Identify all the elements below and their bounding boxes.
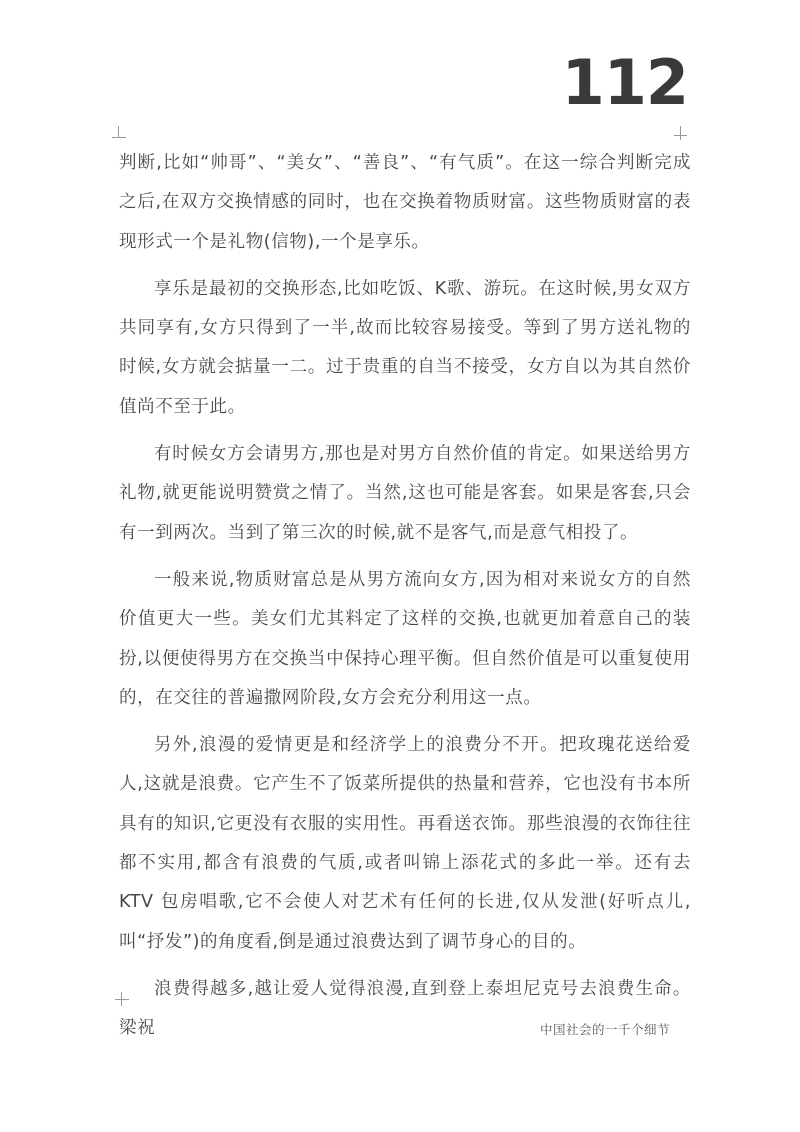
paragraph: 浪费得越多,越让爱人觉得浪漫,直到登上泰坦尼克号去浪费生命。梁祝 [119,978,691,1039]
paragraph: 享乐是最初的交换形态,比如吃饭、K歌、游玩。在这时候,男女双方共同享有,女方只得到了一半,故而比较容易接受。等到了男方送礼物的时候,女方就会掂量一二。过于贵重的自当不接受，女方自以为其自然价值尚不至于此。 [119,278,691,417]
paragraph: 另外,浪漫的爱情更是和经济学上的浪费分不开。把玫瑰花送给爱人,这就是浪费。它产生不了饭菜所提供的热量和营养，它也没有书本所具有的知识,它更没有衣服的实用性。再看送衣饰。那些浪漫的衣饰往往都不实用,都含有浪费的气质,或者叫锦上添花式的多此一举。还有去 KTV 包房唱歌,它不会使人对艺术有任何的长进,仅从发泄(好听点儿,叫“抒发”)的角度看,倒是通过浪费达到了调节身心的目的。 [119,735,691,952]
paragraph: 判断,比如“帅哥”、“美女”、“善良”、“有气质”。在这一综合判断完成之后,在双方交换情感的同时，也在交换着物质财富。这些物质财富的表现形式一个是礼物(信物),一个是享乐。 [119,153,691,252]
article-body [119,144,691,1057]
page-number: 112 [561,46,688,119]
book-title-footer: 中国社会的一千个细节 [540,1022,671,1037]
paragraph: 有时候女方会请男方,那也是对男方自然价值的肯定。如果送给男方礼物,就更能说明赞赏之情了。当然,这也可能是客套。如果是客套,只会有一到两次。当到了第三次的时候,就不是客气,而是意气相投了。 [119,444,691,543]
paragraph: 一般来说,物质财富总是从男方流向女方,因为相对来说女方的自然价值更大一些。美女们尤其料定了这样的交换,也就更加着意自己的装扮,以便使得男方在交换当中保持心理平衡。但自然价值是可以重复使用的，在交往的普遍撒网阶段,女方会充分利用这一点。 [119,569,691,708]
